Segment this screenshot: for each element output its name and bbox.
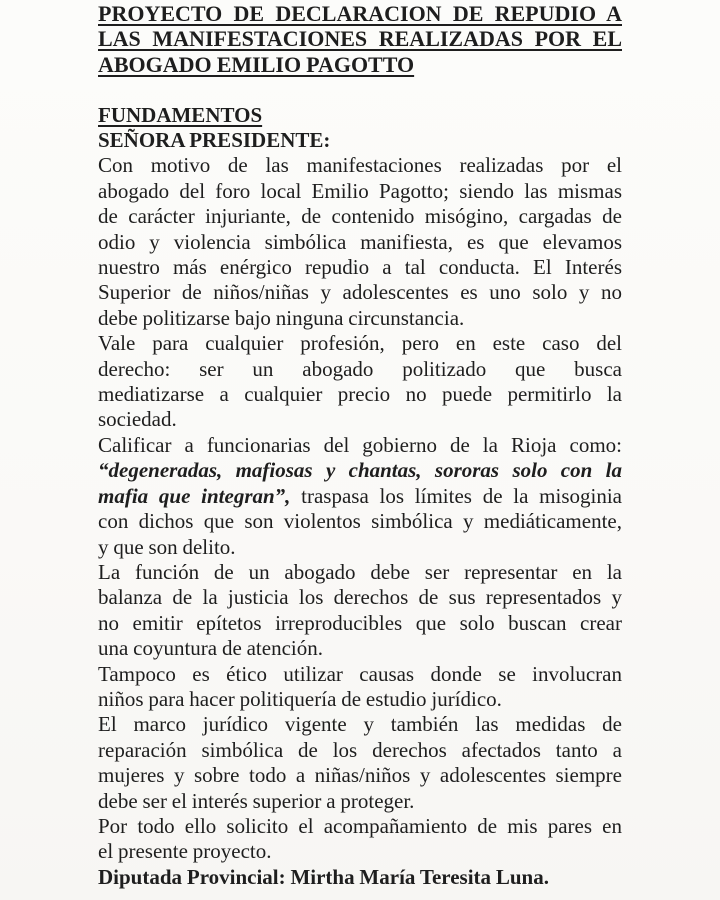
body-text: nuestro más enérgico repudio a tal conducta. El Interés — [98, 255, 622, 280]
document-line — [98, 407, 622, 432]
body-text: balanza de la justicia los derechos de sus representados y — [98, 585, 622, 610]
paragraph-4 — [98, 560, 622, 662]
document-line — [98, 331, 622, 356]
body-text: debe ser el interés superior a proteger. — [98, 788, 415, 813]
body-text: con dichos que son violentos simbólica y mediáticamente, — [98, 509, 622, 534]
document-line — [98, 509, 622, 534]
title-line-3: ABOGADO EMILIO PAGOTTO — [98, 51, 415, 77]
document-line — [98, 814, 622, 839]
document-line — [98, 535, 622, 560]
salutation: SEÑORA PRESIDENTE: — [98, 128, 331, 153]
document-line — [98, 738, 622, 763]
title-gap — [98, 77, 622, 102]
body-text: niños para hacer politiquería de estudio jurídico. — [98, 686, 502, 711]
document-line — [98, 585, 622, 610]
document-line — [98, 433, 622, 458]
document-line — [98, 153, 622, 178]
body-text: El marco jurídico vigente y también las medidas de — [98, 712, 622, 737]
body-text: mujeres y sobre todo a niñas/niños y adolescentes siempre — [98, 763, 622, 788]
document-line — [98, 636, 622, 661]
paragraph-3 — [98, 433, 622, 560]
body-text: Calificar a funcionarias del gobierno de la Rioja como: — [98, 432, 622, 457]
quoted-emphasis-text: mafia que integran”, — [98, 483, 291, 508]
document-line — [98, 306, 622, 331]
body-text: Con motivo de las manifestaciones realizadas por el — [98, 153, 622, 178]
document-line — [98, 280, 622, 305]
body-text: derecho: ser un abogado politizado que busca — [98, 356, 622, 381]
body-text: Vale para cualquier profesión, pero en este caso del — [98, 331, 622, 356]
document-title — [98, 1, 622, 77]
body-text: una coyuntura de atención. — [98, 636, 323, 661]
body-text: abogado del foro local Emilio Pagotto; siendo las mismas — [98, 178, 622, 203]
document-line — [98, 255, 622, 280]
body-text: no emitir epítetos irreproducibles que solo buscan crear — [98, 610, 622, 635]
body-text: y que son delito. — [98, 534, 236, 559]
body-text: sociedad. — [98, 407, 177, 432]
body-text: Tampoco es ético utilizar causas donde se involucran — [98, 661, 622, 686]
document-line — [98, 687, 622, 712]
document-line — [98, 789, 622, 814]
paragraph-7 — [98, 814, 622, 865]
body-text: La función de un abogado debe ser representar en la — [98, 559, 622, 584]
document-line — [98, 662, 622, 687]
paragraph-6 — [98, 712, 622, 814]
body-text: debe politizarse bajo ninguna circunstancia. — [98, 305, 465, 330]
title-line-1: PROYECTO DE DECLARACION DE REPUDIO A — [98, 1, 622, 26]
document-line — [98, 763, 622, 788]
body-text: reparación simbólica de los derechos afectados tanto a — [98, 737, 622, 762]
paragraph-2 — [98, 331, 622, 433]
document-line — [98, 382, 622, 407]
document-line — [98, 357, 622, 382]
document-line — [98, 560, 622, 585]
document-line — [98, 458, 622, 483]
signature-line: Diputada Provincial: Mirtha María Teresita Luna. — [98, 864, 549, 889]
document-line — [98, 484, 622, 509]
title-line-2: LAS MANIFESTACIONES REALIZADAS POR EL — [98, 26, 622, 52]
document-line — [98, 611, 622, 636]
section-heading-fundamentos: FUNDAMENTOS — [98, 102, 263, 127]
document-line — [98, 179, 622, 204]
document-line — [98, 712, 622, 737]
body-text: mediatizarse a cualquier precio no puede permitirlo la — [98, 382, 622, 407]
document-body — [98, 153, 622, 864]
paragraph-1 — [98, 153, 622, 331]
document-line — [98, 839, 622, 864]
body-text: Por todo ello solicito el acompañamiento de mis pares en — [98, 813, 622, 838]
body-text: de carácter injuriante, de contenido misógino, cargadas de — [98, 204, 622, 229]
quoted-emphasis-text: “degeneradas, mafiosas y chantas, sororas solo con la — [98, 458, 622, 483]
document-line — [98, 230, 622, 255]
body-text: Superior de niños/niñas y adolescentes es uno solo y no — [98, 280, 622, 305]
document-line — [98, 204, 622, 229]
paragraph-5 — [98, 662, 622, 713]
body-text: odio y violencia simbólica manifiesta, es que elevamos — [98, 229, 622, 254]
body-text: el presente proyecto. — [98, 839, 272, 864]
body-text: traspasa los límites de la misoginia — [290, 483, 622, 508]
